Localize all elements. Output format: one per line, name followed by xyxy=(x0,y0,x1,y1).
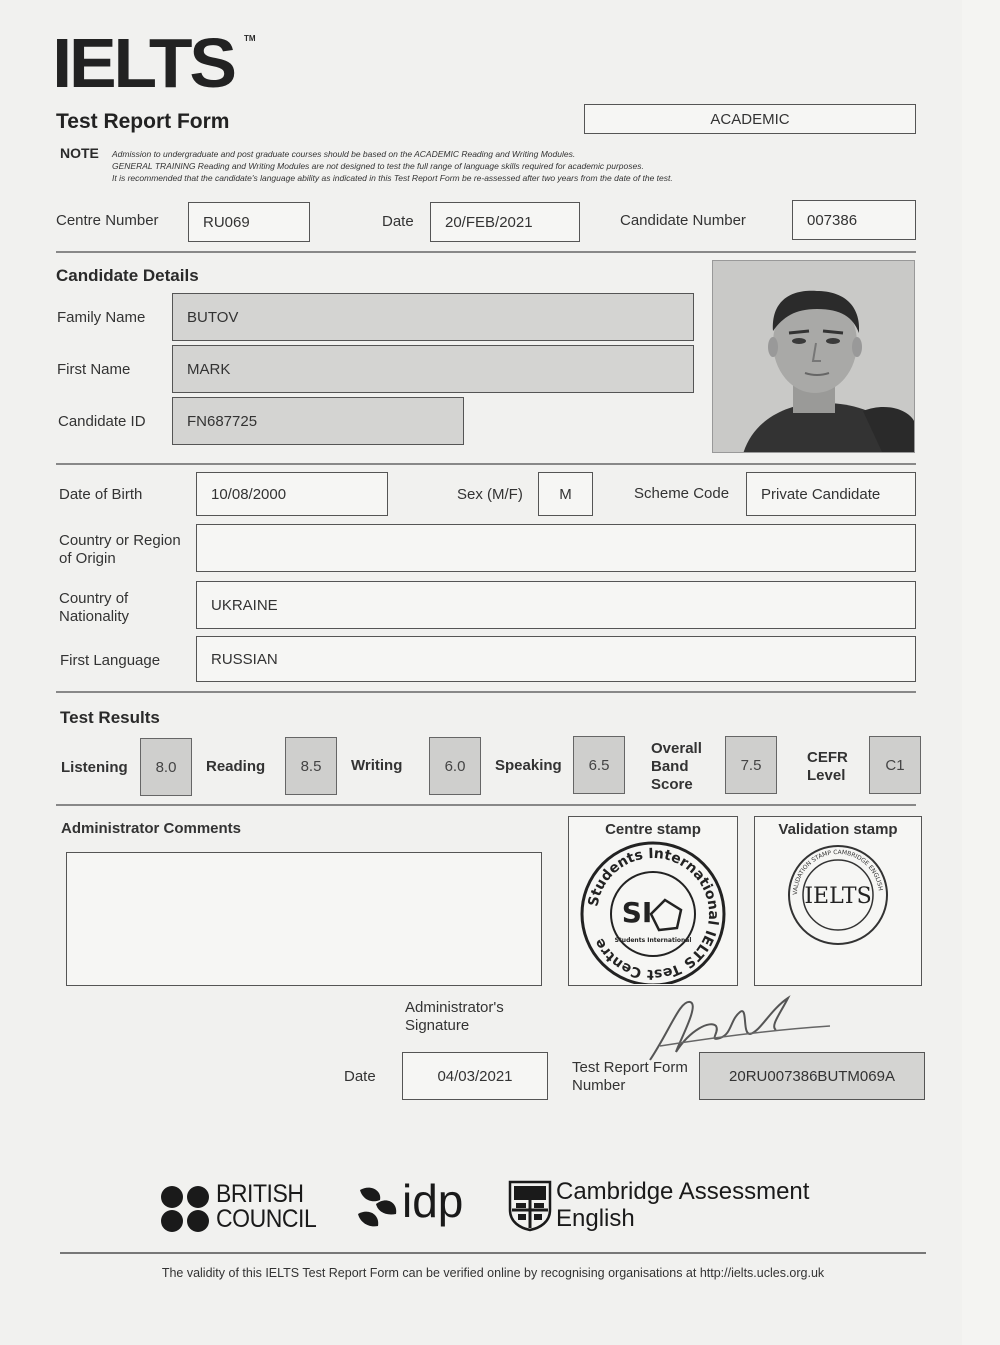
form-title: Test Report Form xyxy=(56,110,230,133)
first-name-label: First Name xyxy=(57,361,131,378)
trf-number-field: 20RU007386BUTM069A xyxy=(699,1052,925,1100)
overall-label: Overall Band Score xyxy=(651,740,702,793)
listening-label: Listening xyxy=(61,759,128,776)
cefr-level: C1 xyxy=(869,736,921,794)
centre-number-field: RU069 xyxy=(188,202,310,242)
british-council-dots-icon xyxy=(160,1184,212,1234)
speaking-label: Speaking xyxy=(495,757,562,774)
admin-date-label: Date xyxy=(344,1068,376,1085)
validation-stamp-box xyxy=(754,816,922,986)
candidate-details-title: Candidate Details xyxy=(56,266,199,285)
scheme-code-label: Scheme Code xyxy=(634,485,730,502)
country-origin-label: Country or Region of Origin xyxy=(59,532,181,567)
dob-label: Date of Birth xyxy=(59,486,143,503)
british-council-line1: BRITISH xyxy=(216,1180,304,1208)
idp-mark-icon xyxy=(356,1182,402,1234)
portrait-image xyxy=(713,261,915,453)
footer-divider xyxy=(60,1252,926,1254)
divider xyxy=(56,463,916,465)
candidate-number-label: Candidate Number xyxy=(620,212,746,229)
validation-ring-text: VALIDATION STAMP CAMBRIDGE ENGLISH xyxy=(791,848,884,896)
admin-date-field: 04/03/2021 xyxy=(402,1052,548,1100)
reading-label: Reading xyxy=(206,758,266,775)
ielts-logo: IELTS xyxy=(52,24,234,102)
sex-label: Sex (M/F) xyxy=(457,486,523,503)
cefr-label: CEFR Level xyxy=(807,749,848,784)
validation-stamp-label: Validation stamp xyxy=(778,821,898,838)
overall-band-score: 7.5 xyxy=(725,736,777,794)
dob-field: 10/08/2000 xyxy=(196,472,388,516)
trademark: TM xyxy=(244,34,256,43)
centre-stamp-label: Centre stamp xyxy=(605,821,701,838)
centre-stamp-seal xyxy=(577,838,729,984)
cambridge-line1: Cambridge Assessment xyxy=(556,1178,810,1205)
country-origin-field xyxy=(196,524,916,572)
british-council-line2: COUNCIL xyxy=(216,1205,317,1233)
cambridge-shield-icon xyxy=(508,1180,552,1232)
writing-score: 6.0 xyxy=(429,737,481,795)
first-language-label: First Language xyxy=(60,652,161,669)
centre-stamp-box xyxy=(568,816,738,986)
british-council-logo xyxy=(160,1182,330,1232)
idp-logo xyxy=(356,1175,476,1234)
stamp-inner-text: Students International xyxy=(614,937,692,944)
admin-comments-label: Administrator Comments xyxy=(61,820,242,837)
candidate-photo xyxy=(712,260,915,453)
validity-note: The validity of this IELTS Test Report Form can be verified online by recognising organisations at http://ielts.ucles.org.uk xyxy=(161,1266,825,1280)
divider xyxy=(56,804,916,806)
validation-logo: IELTS xyxy=(804,884,872,909)
divider xyxy=(56,691,916,693)
candidate-id-label: Candidate ID xyxy=(58,413,146,430)
date-label: Date xyxy=(382,213,414,230)
centre-number-label: Centre Number xyxy=(56,212,159,229)
cambridge-logo xyxy=(508,1178,818,1234)
trf-number-label: Test Report Form Number xyxy=(572,1059,688,1094)
test-date-field: 20/FEB/2021 xyxy=(430,202,580,242)
stamp-ring-text: Students International IELTS Test Centre xyxy=(585,845,722,983)
candidate-id-field: FN687725 xyxy=(172,397,464,445)
stamp-logo: SI xyxy=(621,896,653,929)
speaking-score: 6.5 xyxy=(573,736,625,794)
candidate-number-field: 007386 xyxy=(792,200,916,240)
divider xyxy=(56,251,916,253)
module-box: ACADEMIC xyxy=(584,104,916,134)
note-text: Admission to undergraduate and post graduate courses should be based on the ACADEMIC Reading and Writing Modules. GENERAL TRAINING Reading and Writing Modules are not designed to test the full range of language skills required for academic purposes. It is recommended that the candidate's language ability as indicated in this Test Report Form be re-assessed after two years from the date of the test. xyxy=(112,149,673,183)
nationality-field: UKRAINE xyxy=(196,581,916,629)
cambridge-line2: English xyxy=(556,1205,635,1232)
admin-comments-box xyxy=(66,852,542,986)
nationality-label: Country of Nationality xyxy=(59,590,130,625)
sex-field: M xyxy=(538,472,593,516)
reading-score: 8.5 xyxy=(285,737,337,795)
first-name-field: MARK xyxy=(172,345,694,393)
scheme-code-field: Private Candidate xyxy=(746,472,916,516)
test-results-title: Test Results xyxy=(60,708,160,727)
family-name-label: Family Name xyxy=(57,309,146,326)
idp-text: idp xyxy=(402,1175,464,1227)
first-language-field: RUSSIAN xyxy=(196,636,916,682)
validation-stamp-seal xyxy=(783,840,893,950)
note-label: NOTE xyxy=(60,145,99,161)
family-name-field: BUTOV xyxy=(172,293,694,341)
listening-score: 8.0 xyxy=(140,738,192,796)
signature-label: Administrator's Signature xyxy=(405,999,504,1034)
svg-text:Students International IELTS T xyxy=(585,846,721,982)
writing-label: Writing xyxy=(351,757,403,774)
